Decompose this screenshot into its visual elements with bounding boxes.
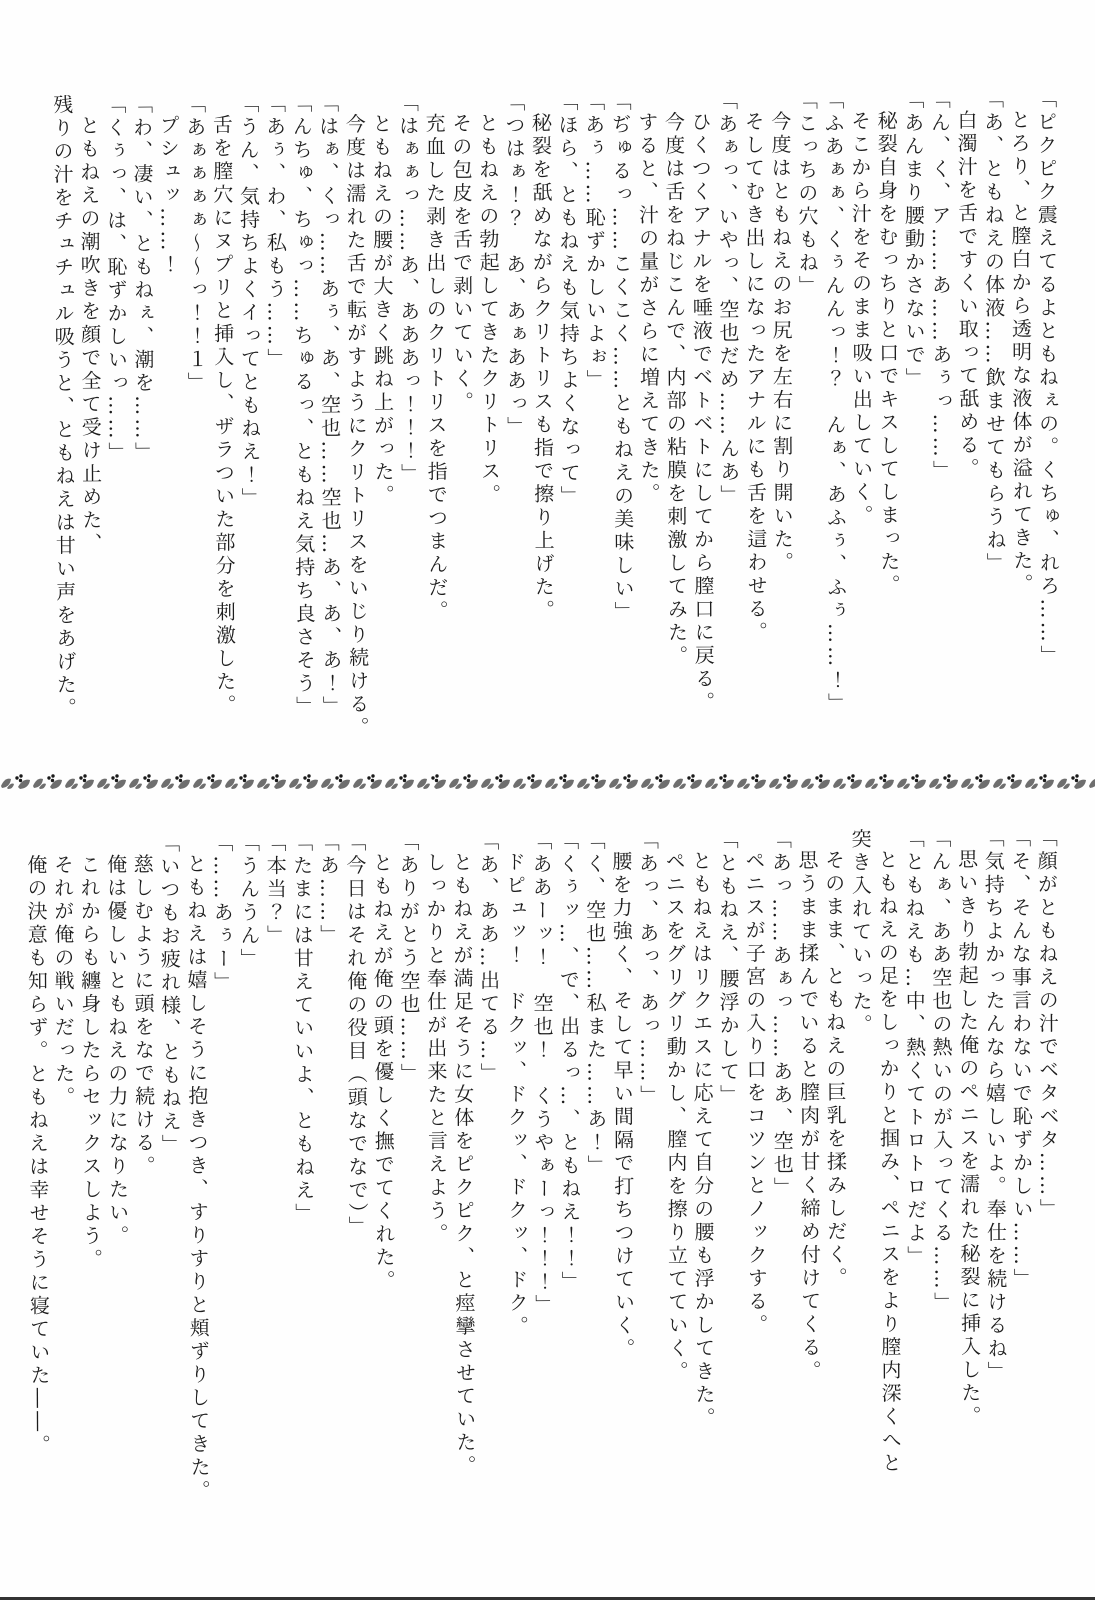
leaf-cluster-icon — [864, 771, 896, 791]
text-column: ペニスが子宮の入り口をコツンとノックする。 — [741, 849, 769, 1338]
text-column: 「ああーッ！ 空也！ くうやぁーっ！！！」 — [528, 830, 556, 1318]
text-column: ドピュッ！ ドクッ、ドクッ、ドクッ、ドク。 — [502, 851, 530, 1339]
text-column: 「あぅ、わ、私もう……」 — [262, 92, 289, 372]
text-column: 「今日はそれ俺の役目（頭なでなで）」 — [342, 831, 370, 1239]
leaf-cluster-icon — [800, 771, 832, 791]
text-column: すると、汁の量がさらに増えてきた。 — [635, 111, 662, 506]
text-column: ひくつくアナルを唾液でベトベトにしてから膣口に戻る。 — [688, 111, 717, 715]
bottom-text-block — [22, 827, 1064, 1548]
leaf-cluster-icon — [544, 771, 576, 791]
leaf-cluster-icon — [736, 771, 768, 791]
text-column: ともねえの腰が大きく跳ね上がった。 — [369, 113, 396, 508]
text-column: ともねえの足をしっかりと掴み、ペニスをより膣内深くへと — [874, 848, 903, 1476]
text-column: 腰を力強く、そして早い間隔で打ちつけていく。 — [608, 850, 636, 1362]
text-column: 「はぁ、くっ……あぅ、あ、空也……空也…あ、あ、あ！」 — [315, 92, 344, 719]
text-column: 「つはぁ！？ あ、あぁああっ」 — [502, 91, 529, 440]
text-column: 「いつもお疲れ様、ともねえ」 — [156, 832, 183, 1158]
leaf-cluster-icon — [768, 771, 800, 791]
leaf-cluster-icon — [192, 771, 224, 791]
text-column: 「ん、く、ア……あ……あぅっ……」 — [927, 88, 955, 484]
text-column: 「く、空也……私また……あ！」 — [581, 829, 609, 1178]
text-column: 「はぁぁっ……あ、あああっ！！！」 — [395, 91, 423, 487]
text-column: 「んちゅ、ちゅっ……ちゅるっ、ともねえ気持ち良さそう」 — [289, 92, 318, 720]
text-column: 秘裂を舐めながらクリトリスも指で擦り上げた。 — [528, 112, 556, 623]
text-column: プシュッ……！ — [156, 114, 182, 277]
text-column: 俺は優しいともねえの力になりたい。 — [103, 853, 130, 1249]
text-column: 「本当？」 — [262, 831, 288, 948]
leaf-cluster-icon — [1024, 771, 1056, 791]
text-column: 秘裂自身をむっちりと口でキスしてしまった。 — [874, 109, 902, 598]
text-column: 思うまま揉んでいると膣肉が甘く締め付けてくる。 — [794, 849, 823, 1384]
text-column: 「あっ……あぁっ……ああ、空也」 — [768, 828, 795, 1200]
text-column: ペニスをグリグリ動かし、膣内を擦り立てていく。 — [661, 850, 690, 1385]
text-column: 俺の決意も知らず。ともねえは幸せそうに寝ていた――。 — [23, 854, 52, 1458]
text-column: 「ピクピク震えてるよともねぇの。くちゅ、れろ……」 — [1034, 88, 1062, 669]
text-column: そのまま、ともねえの巨乳を揉みしだく。 — [821, 849, 849, 1291]
text-column: 「あぁっ、いやっ、空也だめ……んあ」 — [714, 89, 742, 508]
leaf-cluster-icon — [224, 771, 256, 791]
text-column: 「あっ、あっ、あっ……」 — [635, 829, 661, 1108]
leaf-cluster-icon — [416, 771, 448, 791]
leaf-cluster-icon — [992, 771, 1024, 791]
text-column: ともねえが俺の頭を優しく撫でてくれた。 — [369, 852, 396, 1294]
text-column: 「んぁ、ああ空也の熱いのが入ってくる……」 — [927, 827, 955, 1315]
text-column: 「ほら、ともねえも気持ちよくなって」 — [555, 90, 582, 509]
text-column: とろり、と膣白から透明な液体が溢れてきた。 — [1007, 109, 1035, 597]
leaf-cluster-icon — [928, 771, 960, 791]
text-column: 「あぅ……恥ずかしいよぉ」 — [581, 90, 608, 393]
leaf-cluster-icon — [448, 771, 480, 791]
text-column: 思いきり勃起した俺のペニスを濡れた秘裂に挿入した。 — [954, 848, 982, 1429]
text-column: そこから汁をそのまま吸い出していく。 — [847, 110, 875, 528]
text-column: ともねえが満足そうに女体をピクピク、と痙攣させていた。 — [449, 851, 477, 1479]
text-column: 「たまには甘えていいよ、ともねえ」 — [289, 831, 316, 1227]
text-column: 「くぅっ、は、恥ずかしいっ……」 — [103, 93, 130, 466]
text-column: 「くぅッ…、で、出るっ…、ともねえ！！」 — [555, 829, 583, 1295]
text-column: 「ふあぁぁ、くぅんんっ！？ んぁ、あふぅ、ふぅ……！」 — [821, 89, 850, 716]
text-column: 「あ、ああ…出てる…」 — [475, 830, 502, 1086]
leaf-cluster-icon — [896, 771, 928, 791]
leaf-cluster-icon — [832, 771, 864, 791]
leaf-cluster-icon — [1088, 771, 1095, 791]
text-column: 慈しむように頭をなで続ける。 — [129, 853, 156, 1179]
leaf-cluster-icon — [96, 771, 128, 791]
text-column: ともねえはリクエスに応えて自分の腰も浮かしてきた。 — [688, 850, 716, 1431]
leaf-cluster-icon — [704, 771, 736, 791]
text-column: 今度は舌をねじこんで、内部の粘膜を刺激してみた。 — [661, 111, 690, 669]
text-column: 「ぢゅるっ……こくこく……ともねえの美味しい」 — [608, 90, 636, 625]
text-column: ともねえは嬉しそうに抱きつき、すりすりと頬ずりしてきた。 — [183, 853, 212, 1503]
leaf-cluster-icon — [256, 771, 288, 791]
leaf-cluster-icon — [640, 771, 672, 791]
text-column: 「うんうん」 — [236, 831, 262, 972]
text-column: 「ともねえも…中、熱くてトロトロだよ」 — [901, 827, 928, 1269]
leaf-cluster-icon — [288, 771, 320, 791]
leaf-cluster-icon — [160, 771, 192, 791]
text-column: 「こっちの穴もね」 — [794, 89, 820, 299]
text-column: 「あぁぁぁぁ～～っ！！１」 — [183, 93, 209, 395]
text-column: 「気持ちよかったんなら嬉しいよ。奉仕を続けるね」 — [980, 827, 1009, 1385]
text-column: これからも纏身したらセックスしよう。 — [76, 853, 104, 1272]
text-column: 「わ、凄い、ともねぇ、潮を……」 — [129, 93, 157, 465]
leaf-cluster-icon — [384, 771, 416, 791]
text-column: 白濁汁を舌ですくい取って舐める。 — [954, 109, 981, 481]
text-column: ともねえの潮吹きを顔で全て受け止めた、 — [76, 114, 104, 556]
text-column: 「顔がともねえの汁でベタベタ……」 — [1034, 827, 1061, 1222]
text-column: 「うん、気持ちよくイってともねえ！」 — [236, 92, 263, 511]
leaf-cluster-icon — [512, 771, 544, 791]
text-column: 「あんまり腰動かさないで」 — [901, 88, 927, 391]
text-column: 今度はともねえのお尻を左右に割り開いた。 — [768, 110, 796, 575]
text-column: 今度は濡れた舌で転がすようにクリトリスをいじり続ける。 — [342, 113, 371, 740]
leaf-cluster-icon — [0, 771, 32, 791]
text-column: 「あ……」 — [315, 831, 341, 948]
text-column: 「あ、ともねえの体液……飲ませてもらうね」 — [980, 88, 1008, 576]
text-column: 突き入れていった。 — [847, 828, 874, 1038]
leaf-cluster-icon — [64, 771, 96, 791]
text-column: 「ともねえ、腰浮かして」 — [714, 828, 741, 1108]
text-column: 「そ、そんな事言わないで恥ずかしい……」 — [1007, 827, 1035, 1292]
text-column: 「……あぅー」 — [209, 832, 235, 995]
leaf-cluster-icon — [608, 771, 640, 791]
section-divider — [0, 769, 1095, 793]
leaf-cluster-icon — [960, 771, 992, 791]
leaf-cluster-icon — [576, 771, 608, 791]
text-column: それが俺の戦いだった。 — [50, 854, 76, 1110]
leaf-cluster-icon — [128, 771, 160, 791]
text-column: 「ありがとう空也……」 — [395, 830, 422, 1087]
text-column: ともねえの勃起してきたクリトリス。 — [475, 112, 503, 507]
text-column: 充血した剥き出しのクリトリスを指でつまんだ。 — [422, 112, 450, 624]
leaf-cluster-icon — [320, 771, 352, 791]
leaf-cluster-icon — [352, 771, 384, 791]
text-column: 残りの汁をチュチュル吸うと、ともねえは甘い声をあげた。 — [50, 94, 78, 721]
top-text-block — [48, 88, 1063, 794]
text-column: 舌を膣穴にヌプリと挿入し、ザラついた部分を刺激した。 — [209, 114, 238, 718]
text-column: そしてむき出しになったアナルにも舌を這わせる。 — [741, 110, 769, 645]
leaf-cluster-icon — [1056, 771, 1088, 791]
leaf-cluster-icon — [480, 771, 512, 791]
leaf-cluster-icon — [672, 771, 704, 791]
text-column: その包皮を舌で剥いていく。 — [449, 112, 475, 415]
leaf-cluster-icon — [32, 771, 64, 791]
text-column: しっかりと奉仕が出来たと言えよう。 — [422, 851, 449, 1247]
